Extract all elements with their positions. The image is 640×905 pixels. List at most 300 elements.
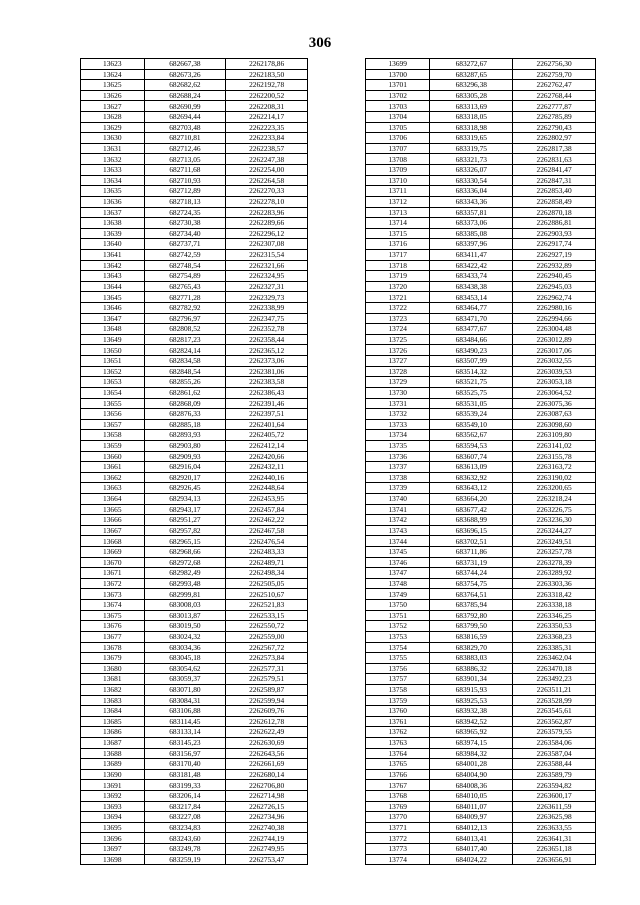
y-coordinate-cell: 2262183,50: [226, 69, 308, 80]
table-row: [81, 748, 308, 759]
point-number-cell: 13691: [81, 780, 145, 791]
x-coordinate-cell: 683974,15: [430, 738, 513, 749]
x-coordinate-cell: 683932,38: [430, 706, 513, 717]
table-row: [366, 366, 596, 377]
point-number-cell: 13744: [366, 536, 430, 547]
table-row: [81, 504, 308, 515]
point-number-cell: 13647: [81, 313, 145, 324]
x-coordinate-cell: 683249,78: [144, 844, 226, 855]
table-row: [81, 175, 308, 186]
y-coordinate-cell: 2262214,17: [226, 112, 308, 123]
table-row: [366, 547, 596, 558]
table-row: [366, 472, 596, 483]
x-coordinate-cell: 682824,14: [144, 345, 226, 356]
y-coordinate-cell: 2262200,52: [226, 90, 308, 101]
y-coordinate-cell: 2262329,73: [226, 292, 308, 303]
y-coordinate-cell: 2263249,51: [513, 536, 596, 547]
y-coordinate-cell: 2262756,30: [513, 59, 596, 70]
point-number-cell: 13697: [81, 844, 145, 855]
point-number-cell: 13644: [81, 281, 145, 292]
x-coordinate-cell: 682855,26: [144, 377, 226, 388]
table-row: [366, 207, 596, 218]
point-number-cell: 13635: [81, 186, 145, 197]
y-coordinate-cell: 2262643,56: [226, 748, 308, 759]
y-coordinate-cell: 2262327,31: [226, 281, 308, 292]
x-coordinate-cell: 683525,75: [430, 387, 513, 398]
x-coordinate-cell: 683259,19: [144, 854, 226, 865]
table-row: [81, 589, 308, 600]
point-number-cell: 13624: [81, 69, 145, 80]
y-coordinate-cell: 2263587,04: [513, 748, 596, 759]
table-row: [366, 822, 596, 833]
point-number-cell: 13745: [366, 547, 430, 558]
y-coordinate-cell: 2262208,31: [226, 101, 308, 112]
point-number-cell: 13760: [366, 706, 430, 717]
x-coordinate-cell: 683696,15: [430, 525, 513, 536]
x-coordinate-cell: 683305,28: [430, 90, 513, 101]
point-number-cell: 13713: [366, 207, 430, 218]
table-row: [81, 493, 308, 504]
y-coordinate-cell: 2262223,35: [226, 122, 308, 133]
x-coordinate-cell: 684008,36: [430, 780, 513, 791]
y-coordinate-cell: 2263594,82: [513, 780, 596, 791]
point-number-cell: 13627: [81, 101, 145, 112]
x-coordinate-cell: 684011,07: [430, 801, 513, 812]
y-coordinate-cell: 2262886,81: [513, 218, 596, 229]
point-number-cell: 13699: [366, 59, 430, 70]
point-number-cell: 13663: [81, 483, 145, 494]
y-coordinate-cell: 2262927,19: [513, 249, 596, 260]
y-coordinate-cell: 2263109,80: [513, 430, 596, 441]
y-coordinate-cell: 2262940,45: [513, 271, 596, 282]
point-number-cell: 13665: [81, 504, 145, 515]
x-coordinate-cell: 683034,36: [144, 642, 226, 653]
y-coordinate-cell: 2263289,92: [513, 568, 596, 579]
point-number-cell: 13679: [81, 653, 145, 664]
y-coordinate-cell: 2262233,84: [226, 133, 308, 144]
y-coordinate-cell: 2262962,74: [513, 292, 596, 303]
y-coordinate-cell: 2263318,42: [513, 589, 596, 600]
x-coordinate-cell: 683054,62: [144, 663, 226, 674]
table-row: [81, 377, 308, 388]
x-coordinate-cell: 683643,12: [430, 483, 513, 494]
table-row: [81, 738, 308, 749]
point-number-cell: 13729: [366, 377, 430, 388]
table-row: [81, 663, 308, 674]
x-coordinate-cell: 684010,05: [430, 791, 513, 802]
x-coordinate-cell: 682999,81: [144, 589, 226, 600]
y-coordinate-cell: 2263236,30: [513, 515, 596, 526]
point-number-cell: 13660: [81, 451, 145, 462]
table-row: [81, 769, 308, 780]
point-number-cell: 13751: [366, 610, 430, 621]
x-coordinate-cell: 683464,77: [430, 303, 513, 314]
point-number-cell: 13714: [366, 218, 430, 229]
point-number-cell: 13757: [366, 674, 430, 685]
y-coordinate-cell: 2262448,64: [226, 483, 308, 494]
table-row: [81, 695, 308, 706]
x-coordinate-cell: 683531,05: [430, 398, 513, 409]
point-number-cell: 13749: [366, 589, 430, 600]
point-number-cell: 13690: [81, 769, 145, 780]
point-number-cell: 13758: [366, 684, 430, 695]
y-coordinate-cell: 2262178,86: [226, 59, 308, 70]
table-row: [81, 228, 308, 239]
point-number-cell: 13692: [81, 791, 145, 802]
table-row: [366, 716, 596, 727]
y-coordinate-cell: 2262980,16: [513, 303, 596, 314]
x-coordinate-cell: 682808,52: [144, 324, 226, 335]
x-coordinate-cell: 682848,54: [144, 366, 226, 377]
point-number-cell: 13728: [366, 366, 430, 377]
y-coordinate-cell: 2263053,18: [513, 377, 596, 388]
point-number-cell: 13722: [366, 303, 430, 314]
point-number-cell: 13676: [81, 621, 145, 632]
y-coordinate-cell: 2263579,55: [513, 727, 596, 738]
x-coordinate-cell: 682694,44: [144, 112, 226, 123]
table-row: [81, 409, 308, 420]
x-coordinate-cell: 684004,90: [430, 769, 513, 780]
y-coordinate-cell: 2262315,54: [226, 249, 308, 260]
x-coordinate-cell: 682920,17: [144, 472, 226, 483]
table-row: [81, 90, 308, 101]
y-coordinate-cell: 2262283,96: [226, 207, 308, 218]
x-coordinate-cell: 682711,68: [144, 165, 226, 176]
point-number-cell: 13646: [81, 303, 145, 314]
point-number-cell: 13659: [81, 440, 145, 451]
x-coordinate-cell: 684001,28: [430, 759, 513, 770]
table-row: [81, 610, 308, 621]
x-coordinate-cell: 684024,22: [430, 854, 513, 865]
y-coordinate-cell: 2263562,87: [513, 716, 596, 727]
y-coordinate-cell: 2262462,22: [226, 515, 308, 526]
point-number-cell: 13689: [81, 759, 145, 770]
x-coordinate-cell: 682737,71: [144, 239, 226, 250]
x-coordinate-cell: 683664,20: [430, 493, 513, 504]
x-coordinate-cell: 683156,97: [144, 748, 226, 759]
y-coordinate-cell: 2263584,06: [513, 738, 596, 749]
table-row: [366, 69, 596, 80]
y-coordinate-cell: 2263511,21: [513, 684, 596, 695]
x-coordinate-cell: 683321,73: [430, 154, 513, 165]
table-row: [366, 578, 596, 589]
table-row: [366, 727, 596, 738]
x-coordinate-cell: 682710,81: [144, 133, 226, 144]
y-coordinate-cell: 2263368,23: [513, 631, 596, 642]
table-row: [366, 228, 596, 239]
y-coordinate-cell: 2263075,36: [513, 398, 596, 409]
table-row: [81, 303, 308, 314]
x-coordinate-cell: 683754,75: [430, 578, 513, 589]
table-row: [81, 483, 308, 494]
table-row: [366, 695, 596, 706]
point-number-cell: 13637: [81, 207, 145, 218]
point-number-cell: 13719: [366, 271, 430, 282]
x-coordinate-cell: 683925,53: [430, 695, 513, 706]
point-number-cell: 13633: [81, 165, 145, 176]
y-coordinate-cell: 2262589,87: [226, 684, 308, 695]
y-coordinate-cell: 2262858,49: [513, 196, 596, 207]
table-row: [81, 706, 308, 717]
y-coordinate-cell: 2262599,94: [226, 695, 308, 706]
table-row: [366, 706, 596, 717]
table-body: [81, 59, 308, 865]
y-coordinate-cell: 2263633,55: [513, 822, 596, 833]
y-coordinate-cell: 2263470,18: [513, 663, 596, 674]
y-coordinate-cell: 2262321,66: [226, 260, 308, 271]
x-coordinate-cell: 683318,05: [430, 112, 513, 123]
table-row: [81, 621, 308, 632]
y-coordinate-cell: 2262498,34: [226, 568, 308, 579]
y-coordinate-cell: 2263462,04: [513, 653, 596, 664]
x-coordinate-cell: 683243,60: [144, 833, 226, 844]
point-number-cell: 13772: [366, 833, 430, 844]
y-coordinate-cell: 2262567,72: [226, 642, 308, 653]
table-row: [366, 112, 596, 123]
table-row: [81, 59, 308, 70]
point-number-cell: 13774: [366, 854, 430, 865]
point-number-cell: 13661: [81, 462, 145, 473]
y-coordinate-cell: 2262420,66: [226, 451, 308, 462]
y-coordinate-cell: 2262440,16: [226, 472, 308, 483]
table-row: [366, 345, 596, 356]
point-number-cell: 13632: [81, 154, 145, 165]
table-row: [81, 780, 308, 791]
x-coordinate-cell: 682734,40: [144, 228, 226, 239]
table-row: [366, 377, 596, 388]
y-coordinate-cell: 2262785,89: [513, 112, 596, 123]
x-coordinate-cell: 683357,81: [430, 207, 513, 218]
point-number-cell: 13730: [366, 387, 430, 398]
page-number: 306: [308, 35, 332, 51]
point-number-cell: 13674: [81, 600, 145, 611]
y-coordinate-cell: 2262847,31: [513, 175, 596, 186]
y-coordinate-cell: 2262432,11: [226, 462, 308, 473]
table-row: [366, 398, 596, 409]
point-number-cell: 13708: [366, 154, 430, 165]
table-row: [366, 271, 596, 282]
y-coordinate-cell: 2263244,27: [513, 525, 596, 536]
x-coordinate-cell: 682893,93: [144, 430, 226, 441]
y-coordinate-cell: 2263190,02: [513, 472, 596, 483]
x-coordinate-cell: 682876,33: [144, 409, 226, 420]
y-coordinate-cell: 2263155,78: [513, 451, 596, 462]
x-coordinate-cell: 682934,13: [144, 493, 226, 504]
x-coordinate-cell: 682712,46: [144, 143, 226, 154]
table-row: [366, 642, 596, 653]
y-coordinate-cell: 2262917,74: [513, 239, 596, 250]
y-coordinate-cell: 2262453,95: [226, 493, 308, 504]
table-body: [366, 59, 596, 865]
y-coordinate-cell: 2262661,69: [226, 759, 308, 770]
point-number-cell: 13741: [366, 504, 430, 515]
x-coordinate-cell: 683829,70: [430, 642, 513, 653]
table-row: [366, 769, 596, 780]
y-coordinate-cell: 2262358,44: [226, 334, 308, 345]
point-number-cell: 13740: [366, 493, 430, 504]
x-coordinate-cell: 683677,42: [430, 504, 513, 515]
point-number-cell: 13702: [366, 90, 430, 101]
y-coordinate-cell: 2262622,49: [226, 727, 308, 738]
y-coordinate-cell: 2262489,71: [226, 557, 308, 568]
point-number-cell: 13755: [366, 653, 430, 664]
table-row: [81, 260, 308, 271]
table-row: [366, 165, 596, 176]
y-coordinate-cell: 2263641,31: [513, 833, 596, 844]
x-coordinate-cell: 682951,27: [144, 515, 226, 526]
point-number-cell: 13746: [366, 557, 430, 568]
point-number-cell: 13707: [366, 143, 430, 154]
point-number-cell: 13642: [81, 260, 145, 271]
x-coordinate-cell: 682703,48: [144, 122, 226, 133]
x-coordinate-cell: 682817,23: [144, 334, 226, 345]
table-row: [366, 440, 596, 451]
table-row: [366, 430, 596, 441]
x-coordinate-cell: 683336,04: [430, 186, 513, 197]
table-row: [366, 812, 596, 823]
point-number-cell: 13717: [366, 249, 430, 260]
y-coordinate-cell: 2262790,43: [513, 122, 596, 133]
point-number-cell: 13756: [366, 663, 430, 674]
y-coordinate-cell: 2262381,06: [226, 366, 308, 377]
x-coordinate-cell: 683071,80: [144, 684, 226, 695]
point-number-cell: 13688: [81, 748, 145, 759]
point-number-cell: 13767: [366, 780, 430, 791]
table-row: [366, 854, 596, 865]
x-coordinate-cell: 683199,33: [144, 780, 226, 791]
y-coordinate-cell: 2262559,00: [226, 631, 308, 642]
y-coordinate-cell: 2262270,33: [226, 186, 308, 197]
table-row: [81, 801, 308, 812]
x-coordinate-cell: 682916,04: [144, 462, 226, 473]
x-coordinate-cell: 683319,65: [430, 133, 513, 144]
y-coordinate-cell: 2262397,51: [226, 409, 308, 420]
point-number-cell: 13656: [81, 409, 145, 420]
table-row: [366, 515, 596, 526]
table-row: [81, 822, 308, 833]
table-row: [81, 642, 308, 653]
x-coordinate-cell: 683008,03: [144, 600, 226, 611]
x-coordinate-cell: 683206,14: [144, 791, 226, 802]
coordinates-table-right: [365, 58, 596, 865]
point-number-cell: 13734: [366, 430, 430, 441]
table-row: [81, 472, 308, 483]
table-row: [366, 663, 596, 674]
point-number-cell: 13765: [366, 759, 430, 770]
y-coordinate-cell: 2263098,60: [513, 419, 596, 430]
y-coordinate-cell: 2262726,15: [226, 801, 308, 812]
y-coordinate-cell: 2262278,10: [226, 196, 308, 207]
table-row: [366, 568, 596, 579]
y-coordinate-cell: 2262903,93: [513, 228, 596, 239]
point-number-cell: 13704: [366, 112, 430, 123]
x-coordinate-cell: 683422,42: [430, 260, 513, 271]
x-coordinate-cell: 682943,17: [144, 504, 226, 515]
x-coordinate-cell: 683234,83: [144, 822, 226, 833]
x-coordinate-cell: 682748,54: [144, 260, 226, 271]
y-coordinate-cell: 2263492,23: [513, 674, 596, 685]
x-coordinate-cell: 683330,54: [430, 175, 513, 186]
point-number-cell: 13748: [366, 578, 430, 589]
y-coordinate-cell: 2262457,84: [226, 504, 308, 515]
y-coordinate-cell: 2262577,31: [226, 663, 308, 674]
table-row: [81, 631, 308, 642]
point-number-cell: 13629: [81, 122, 145, 133]
point-number-cell: 13638: [81, 218, 145, 229]
table-row: [366, 186, 596, 197]
x-coordinate-cell: 683433,74: [430, 271, 513, 282]
x-coordinate-cell: 683984,32: [430, 748, 513, 759]
table-row: [81, 387, 308, 398]
y-coordinate-cell: 2262740,38: [226, 822, 308, 833]
table-row: [81, 653, 308, 664]
x-coordinate-cell: 682765,43: [144, 281, 226, 292]
point-number-cell: 13720: [366, 281, 430, 292]
point-number-cell: 13626: [81, 90, 145, 101]
y-coordinate-cell: 2263039,53: [513, 366, 596, 377]
table-row: [366, 196, 596, 207]
point-number-cell: 13670: [81, 557, 145, 568]
point-number-cell: 13684: [81, 706, 145, 717]
x-coordinate-cell: 683514,32: [430, 366, 513, 377]
x-coordinate-cell: 683886,32: [430, 663, 513, 674]
x-coordinate-cell: 683883,03: [430, 653, 513, 664]
table-row: [81, 844, 308, 855]
y-coordinate-cell: 2263064,52: [513, 387, 596, 398]
table-row: [81, 812, 308, 823]
x-coordinate-cell: 683145,23: [144, 738, 226, 749]
y-coordinate-cell: 2262932,89: [513, 260, 596, 271]
x-coordinate-cell: 682730,38: [144, 218, 226, 229]
x-coordinate-cell: 682957,82: [144, 525, 226, 536]
y-coordinate-cell: 2262714,98: [226, 791, 308, 802]
point-number-cell: 13651: [81, 356, 145, 367]
table-row: [81, 547, 308, 558]
x-coordinate-cell: 683084,31: [144, 695, 226, 706]
y-coordinate-cell: 2262483,33: [226, 547, 308, 558]
table-row: [81, 249, 308, 260]
x-coordinate-cell: 682771,28: [144, 292, 226, 303]
x-coordinate-cell: 683792,80: [430, 610, 513, 621]
x-coordinate-cell: 683013,87: [144, 610, 226, 621]
table-row: [81, 239, 308, 250]
table-row: [366, 653, 596, 664]
point-number-cell: 13711: [366, 186, 430, 197]
x-coordinate-cell: 683471,70: [430, 313, 513, 324]
point-number-cell: 13698: [81, 854, 145, 865]
point-number-cell: 13725: [366, 334, 430, 345]
x-coordinate-cell: 683965,92: [430, 727, 513, 738]
point-number-cell: 13753: [366, 631, 430, 642]
table-row: [81, 133, 308, 144]
point-number-cell: 13653: [81, 377, 145, 388]
x-coordinate-cell: 682712,89: [144, 186, 226, 197]
table-row: [366, 175, 596, 186]
x-coordinate-cell: 683385,08: [430, 228, 513, 239]
table-row: [81, 557, 308, 568]
table-row: [366, 419, 596, 430]
point-number-cell: 13623: [81, 59, 145, 70]
y-coordinate-cell: 2262817,38: [513, 143, 596, 154]
point-number-cell: 13658: [81, 430, 145, 441]
table-row: [81, 854, 308, 865]
x-coordinate-cell: 682926,45: [144, 483, 226, 494]
x-coordinate-cell: 683539,24: [430, 409, 513, 420]
point-number-cell: 13712: [366, 196, 430, 207]
y-coordinate-cell: 2263588,44: [513, 759, 596, 770]
x-coordinate-cell: 683373,06: [430, 218, 513, 229]
x-coordinate-cell: 684013,41: [430, 833, 513, 844]
